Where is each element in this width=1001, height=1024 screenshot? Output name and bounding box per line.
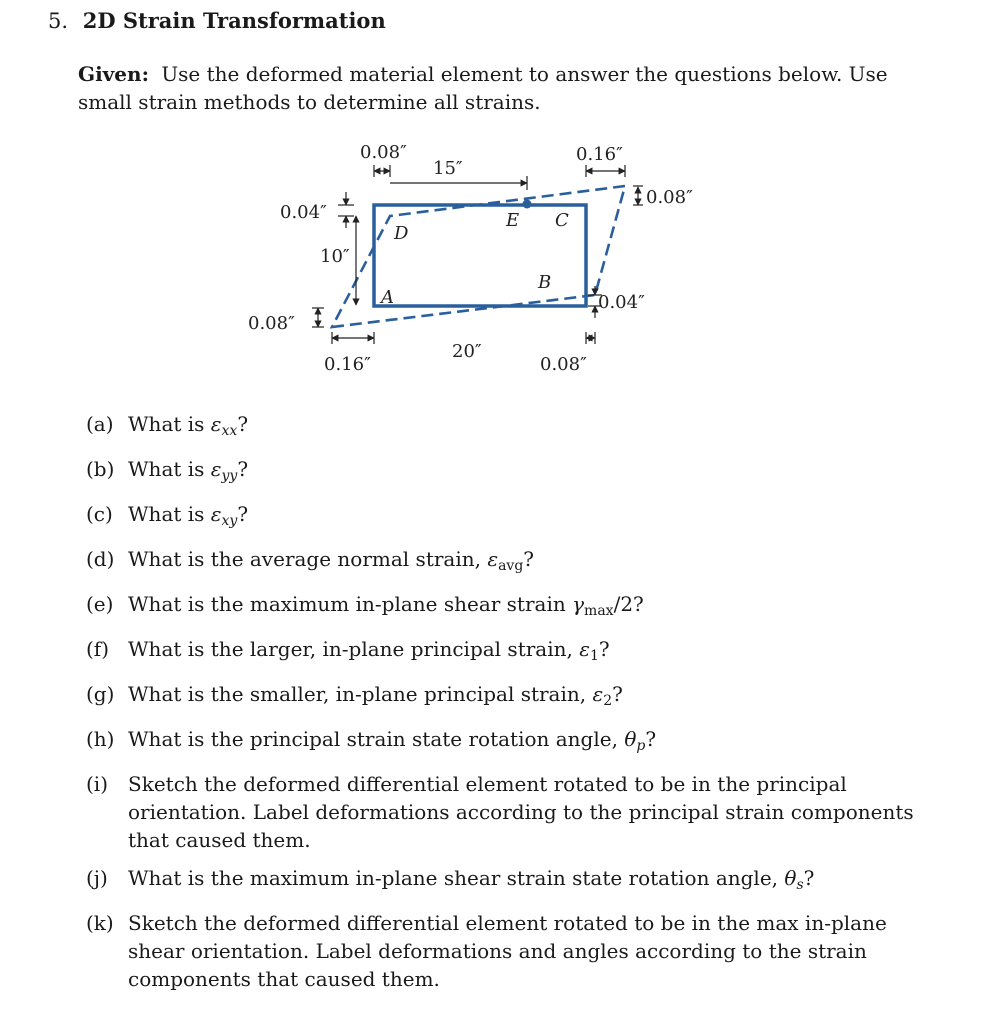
problem-heading xyxy=(48,8,386,33)
math-symbol: ε xyxy=(210,412,222,436)
question-g xyxy=(86,680,934,715)
question-text: What is the maximum in-plane shear strain state rotation angle, xyxy=(128,866,785,890)
point-b-label: B xyxy=(538,272,552,293)
question-h xyxy=(86,725,934,760)
question-text: What is xyxy=(128,412,211,436)
question-e xyxy=(86,590,934,625)
question-text: What is xyxy=(128,457,211,481)
question-end: ? xyxy=(523,547,535,571)
question-label: (k) xyxy=(86,911,114,935)
math-symbol: ε xyxy=(592,682,604,706)
dim-top-right-label: 0.16″ xyxy=(576,144,623,165)
math-subscript: avg xyxy=(498,558,524,574)
question-end: ? xyxy=(803,866,815,890)
dim-bottom-right-label: 0.08″ xyxy=(540,354,587,375)
dim-right-top-label: 0.08″ xyxy=(646,187,693,208)
given-paragraph xyxy=(78,60,936,116)
given-text: Use the deformed material element to answer the questions below. Use small strain methods to determine all strains. xyxy=(78,62,888,114)
dim-left-height-label: 10″ xyxy=(320,246,350,267)
question-text: What is the maximum in-plane shear strain xyxy=(128,592,573,616)
point-c-label: C xyxy=(555,210,569,231)
question-a xyxy=(86,410,934,445)
math-subscript: yy xyxy=(221,468,238,484)
math-symbol: ε xyxy=(579,637,590,661)
question-end: ? xyxy=(645,727,657,751)
problem-number: 5. xyxy=(48,9,69,33)
question-label: (f) xyxy=(86,637,110,661)
deformed-element-figure xyxy=(240,138,720,378)
point-e-label: E xyxy=(506,210,520,231)
given-label: Given: xyxy=(78,62,149,86)
dim-right-bottom-label: 0.04″ xyxy=(598,292,645,313)
math-subscript: s xyxy=(796,877,804,893)
question-d xyxy=(86,545,934,580)
question-end: ? xyxy=(612,682,623,706)
question-end: ? xyxy=(598,637,610,661)
question-label: (g) xyxy=(86,682,115,706)
question-text: Sketch the deformed differential element rotated to be in the principal orientation. Label deformations according to the principal strain components that caused them. xyxy=(128,772,914,852)
question-label: (i) xyxy=(86,772,109,796)
question-label: (h) xyxy=(86,727,115,751)
question-end: ? xyxy=(237,457,249,481)
math-subscript: xx xyxy=(221,423,238,439)
question-label: (c) xyxy=(86,502,113,526)
question-i xyxy=(86,770,934,854)
point-a-label: A xyxy=(381,287,394,308)
dim-bottom-span-label: 20″ xyxy=(452,341,482,362)
question-list xyxy=(86,410,934,1003)
math-subscript: p xyxy=(636,738,646,754)
question-label: (e) xyxy=(86,592,114,616)
math-subscript: max xyxy=(584,603,614,619)
question-k xyxy=(86,909,934,993)
math-subscript: 1 xyxy=(589,648,599,664)
question-j xyxy=(86,864,934,899)
question-end: ? xyxy=(237,502,249,526)
question-f xyxy=(86,635,934,670)
question-text: What is the smaller, in-plane principal strain, xyxy=(128,682,593,706)
question-label: (d) xyxy=(86,547,115,571)
question-label: (b) xyxy=(86,457,115,481)
question-text: What is the average normal strain, xyxy=(128,547,488,571)
math-subscript: xy xyxy=(221,513,238,529)
question-end: ? xyxy=(237,412,249,436)
point-d-label: D xyxy=(394,223,409,244)
question-text: Sketch the deformed differential element rotated to be in the max in-plane shear orientation. Label deformations and angles according to the strain components that caused them. xyxy=(128,911,887,991)
problem-title: 2D Strain Transformation xyxy=(82,8,386,33)
point-e-marker xyxy=(523,200,532,209)
dim-bottom-left-label: 0.16″ xyxy=(324,354,371,375)
math-symbol: ε xyxy=(210,457,222,481)
question-end: /2? xyxy=(613,592,644,616)
question-c xyxy=(86,500,934,535)
dim-left-bottom-label: 0.08″ xyxy=(248,313,295,334)
dim-left-top-label: 0.04″ xyxy=(280,202,327,223)
question-text: What is the principal strain state rotation angle, xyxy=(128,727,625,751)
math-symbol: θ xyxy=(784,866,797,890)
figure-svg xyxy=(240,138,720,378)
math-subscript: 2 xyxy=(603,693,613,709)
question-label: (a) xyxy=(86,412,114,436)
math-symbol: ε xyxy=(210,502,222,526)
math-symbol: ε xyxy=(487,547,499,571)
dim-top-left-label: 0.08″ xyxy=(360,142,407,163)
question-text: What is xyxy=(128,502,211,526)
question-b xyxy=(86,455,934,490)
dim-top-span-label: 15″ xyxy=(433,158,463,179)
math-symbol: γ xyxy=(572,592,585,616)
question-label: (j) xyxy=(86,866,108,890)
math-symbol: θ xyxy=(624,727,637,751)
question-text: What is the larger, in-plane principal strain, xyxy=(128,637,580,661)
